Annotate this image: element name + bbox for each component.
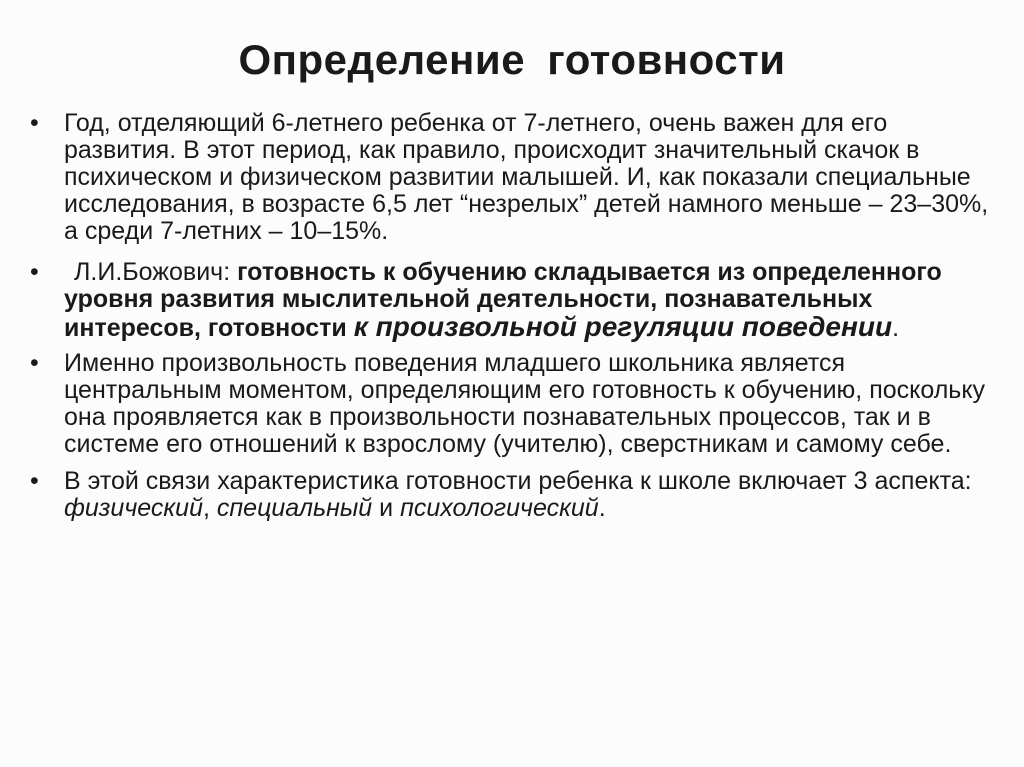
definition-emphasis: к произвольной регуляции поведении [353, 311, 893, 342]
paragraph-4-end: . [598, 494, 606, 522]
bullet-marker: • [30, 467, 39, 495]
definition-end: . [892, 314, 900, 342]
bullet-item-1 [30, 110, 990, 245]
paragraph-1-text: Год, отделяющий 6-летнего ребенка от 7-летнего, очень важен для его развития. В этот период, как правило, происходит значительный скачок в психическом и физическом развитии малышей. И, как показали специальные исследования, в возрасте 6,5 лет “незрелых” детей намного меньше – 23–30%, а среди 7-летних – 10–15%. [64, 109, 989, 245]
bullet-item-4 [30, 468, 990, 522]
bullet-marker: • [30, 109, 39, 137]
bullet-marker: • [30, 349, 39, 377]
bullet-marker: • [30, 258, 39, 286]
aspect-psychological: психологический [400, 494, 599, 522]
bullet-item-2 [30, 259, 990, 342]
paragraph-4-text: В этой связи характеристика готовности ребенка к школе включает 3 аспекта: [64, 467, 972, 495]
author-lead: Л.И.Божович: [74, 258, 238, 286]
bullet-item-3 [30, 350, 990, 458]
definition-bold: готовность к обучению складывается из определенного уровня развития мыслительной деятельности, познавательных интересов, готовности [64, 258, 942, 342]
aspect-physical: физический [64, 494, 203, 522]
aspect-separator-1: , [203, 494, 217, 522]
paragraph-3-text: Именно произвольность поведения младшего школьника является центральным моментом, определяющим его готовность к обучению, поскольку она проявляется как в произвольности познавательных процессов, так и в системе его отношений к взрослому (учителю), сверстникам и самому себе. [64, 349, 986, 458]
bullet-list [30, 110, 990, 522]
slide-title: Определение готовности [238, 36, 786, 83]
aspect-separator-2: и [372, 494, 401, 522]
aspect-special: специальный [216, 494, 373, 522]
